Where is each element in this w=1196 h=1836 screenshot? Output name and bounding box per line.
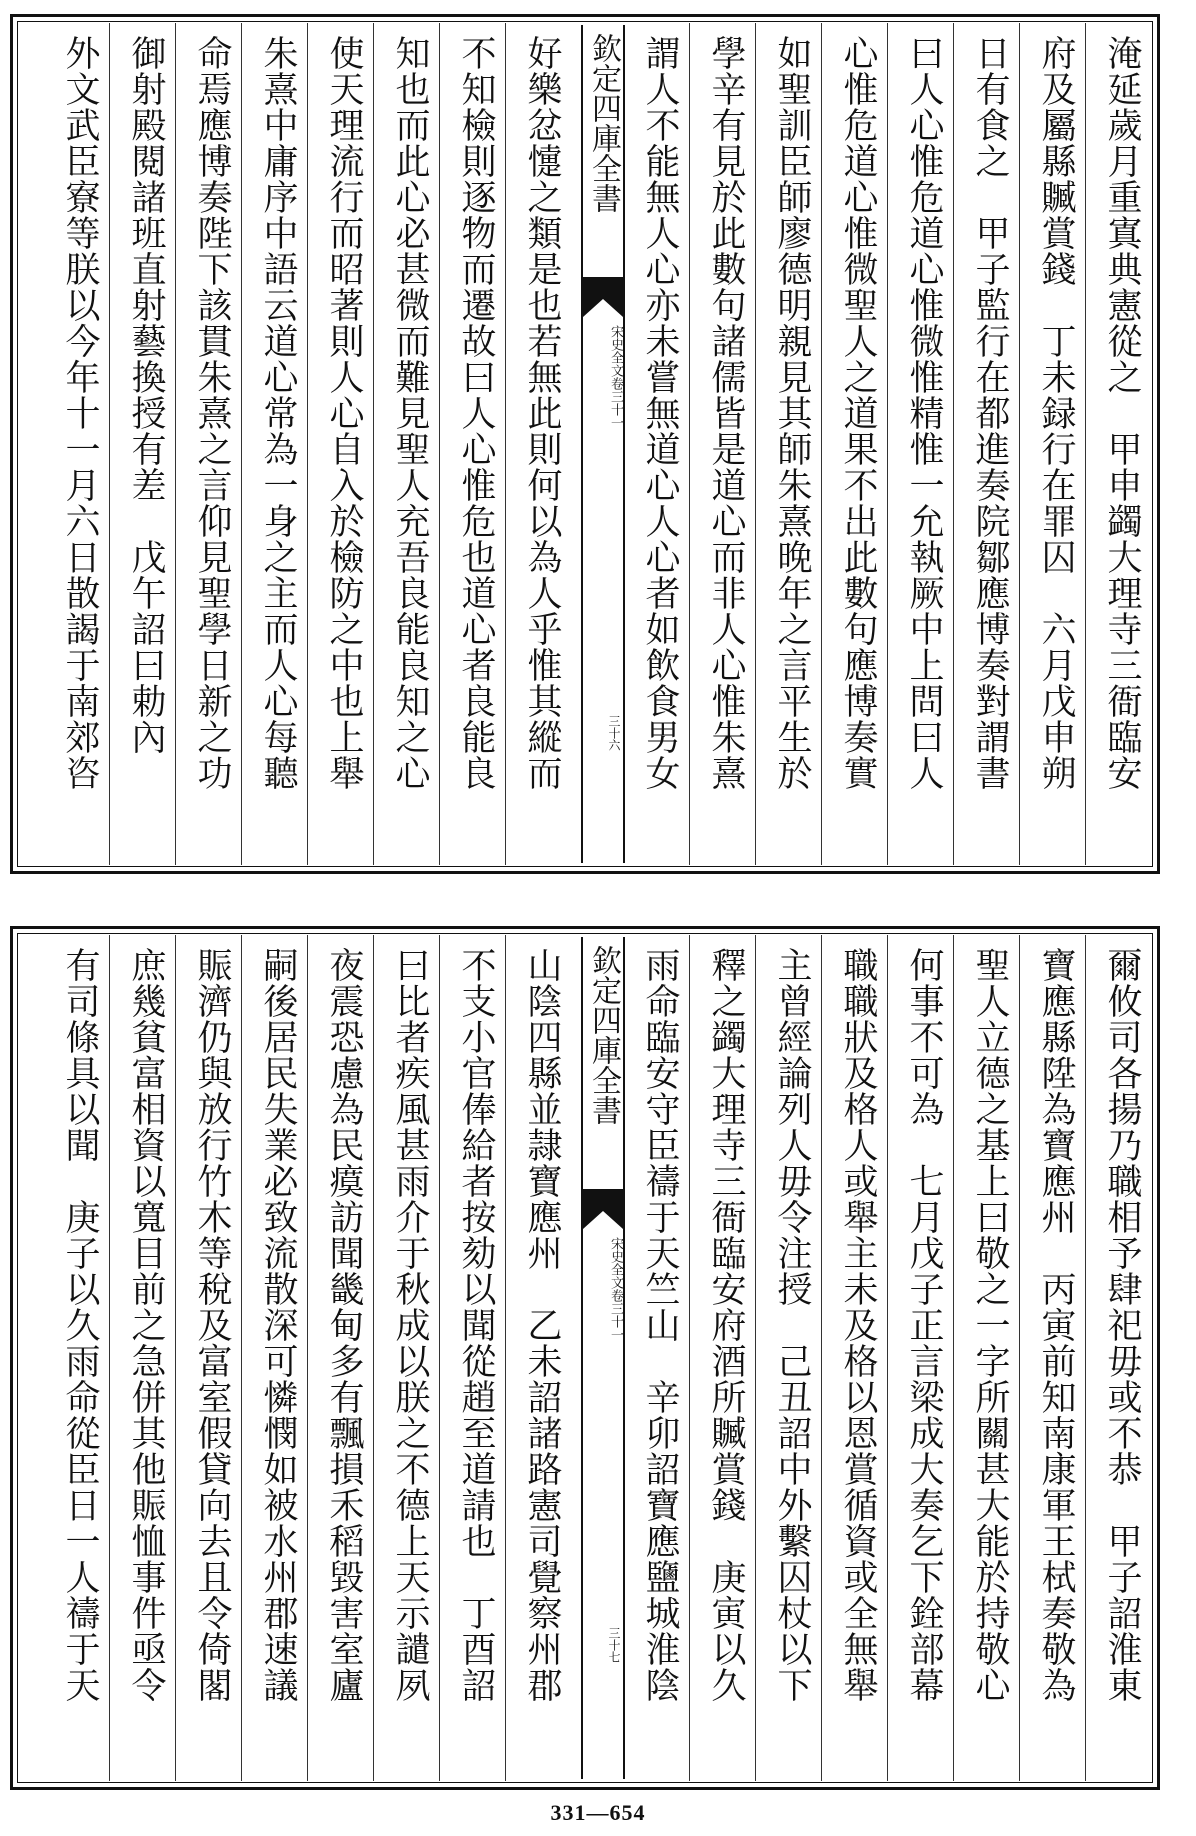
folio-number: 三十六: [607, 715, 621, 751]
text-column: 何事不可為 七月戊子正言梁成大奏乞下銓部幕: [904, 947, 944, 1703]
text-column: 謂人不能無人心亦未嘗無道心人心者如飲食男女: [640, 35, 680, 791]
text-column: 職職狀及格人或舉主未及格以恩賞循資或全無舉: [838, 947, 878, 1703]
column-rule: [241, 23, 242, 865]
text-column: 寶應縣陞為寶應州 丙寅前知南康軍王栻奏敬為: [1036, 947, 1076, 1703]
column-rule: [755, 23, 756, 865]
column-rule: [175, 935, 176, 1781]
column-rule: [887, 935, 888, 1781]
text-column: 山陰四縣並隷寶應州 乙未詔諸路憲司覺察州郡: [522, 947, 562, 1703]
column-rule: [439, 935, 440, 1781]
text-column: 雨命臨安守臣禱于天竺山 辛卯詔寶應鹽城淮陰: [640, 947, 680, 1703]
text-column: 不支小官俸給者按劾以聞從趙至道請也 丁酉詔: [456, 947, 496, 1703]
text-column: 釋之蠲大理寺三衙臨安府酒所贓賞錢 庚寅以久: [706, 947, 746, 1703]
text-column: 不知檢則逐物而遷故曰人心惟危也道心者良能良: [456, 35, 496, 791]
text-column: 御射殿閱諸班直射藝換授有差 戊午詔曰勅內: [126, 35, 166, 755]
column-rule: [373, 935, 374, 1781]
text-column: 好樂忿懥之類是也若無此則何以為人乎惟其縱而: [522, 35, 562, 791]
source-volume: 卷三十一: [608, 1289, 623, 1341]
source-title: 宋史全文: [608, 325, 623, 377]
text-column: 主曾經論列人毋令注授 己丑詔中外繫囚杖以下: [772, 947, 812, 1703]
text-column: 日有食之 甲子監行在都進奏院鄒應博奏對謂書: [970, 35, 1010, 791]
column-rule: [821, 23, 822, 865]
text-column: 庶幾貧富相資以寬目前之急併其他賑恤事件亟令: [126, 947, 166, 1703]
text-column: 聖人立德之基上曰敬之一字所關甚大能於持敬心: [970, 947, 1010, 1703]
volume-source: [583, 1237, 623, 1341]
text-column: 學辛有見於此數句諸儒皆是道心而非人心惟朱熹: [706, 35, 746, 791]
column-rule: [1019, 935, 1020, 1781]
column-rule: [505, 935, 506, 1781]
text-column: 曰比者疾風甚雨介于秋成以朕之不德上天示譴夙: [390, 947, 430, 1703]
text-column: 曰人心惟危道心惟微惟精惟一允執厥中上問曰人: [904, 35, 944, 791]
text-column: 外文武臣寮等朕以今年十一月六日㪚謁于南郊咨: [60, 35, 100, 791]
column-rule: [241, 935, 242, 1781]
source-volume: 卷三十一: [608, 377, 623, 429]
text-column: 賑濟仍與放行竹木等稅及富室假貸向去且令倚閣: [192, 947, 232, 1703]
center-spine: [581, 937, 625, 1779]
fish-tail-mark: [583, 277, 623, 317]
source-title: 宋史全文: [608, 1237, 623, 1289]
top-page-panel: [10, 14, 1160, 874]
folio-number: 三十七: [607, 1627, 621, 1663]
text-column: 府及屬縣贓賞錢 丁未録行在罪囚 六月戊申朔: [1036, 35, 1076, 791]
text-column: 爾攸司各揚乃職相予肆祀毋或不恭 甲子詔淮東: [1102, 947, 1142, 1703]
text-column: 夜震恐慮為民瘼訪聞畿甸多有飄損禾稻毀害室廬: [324, 947, 364, 1703]
column-rule: [755, 935, 756, 1781]
column-rule: [307, 935, 308, 1781]
book-title: 欽定四庫全書: [586, 945, 621, 1125]
column-rule: [373, 23, 374, 865]
column-rule: [307, 23, 308, 865]
center-spine: [581, 25, 625, 863]
column-rule: [821, 935, 822, 1781]
column-rule: [439, 23, 440, 865]
column-rule: [109, 23, 110, 865]
text-column: 使天理流行而昭著則人心自入於檢防之中也上舉: [324, 35, 364, 791]
book-title: 欽定四庫全書: [586, 33, 621, 213]
text-column: 嗣後居民失業必致流散深可憐憫如被水州郡速議: [258, 947, 298, 1703]
text-column: 淹延歲月重寘典憲從之 甲申蠲大理寺三衙臨安: [1102, 35, 1142, 791]
volume-source: [583, 325, 623, 429]
column-rule: [1085, 23, 1086, 865]
column-rule: [953, 935, 954, 1781]
text-column: 有司條具以聞 庚子以久雨命從臣日一人禱于天: [60, 947, 100, 1703]
text-column: 心惟危道心惟微聖人之道果不出此數句應博奏實: [838, 35, 878, 791]
column-rule: [109, 935, 110, 1781]
column-rule: [175, 23, 176, 865]
text-column: 如聖訓臣師廖德明親見其師朱熹晚年之言平生於: [772, 35, 812, 791]
column-rule: [953, 23, 954, 865]
column-rule: [689, 935, 690, 1781]
column-rule: [505, 23, 506, 865]
text-column: 朱熹中庸序中語云道心常為一身之主而人心每聽: [258, 35, 298, 791]
column-rule: [887, 23, 888, 865]
text-column: 命焉應博奏陛下該貫朱熹之言仰見聖學日新之功: [192, 35, 232, 791]
column-rule: [689, 23, 690, 865]
fish-tail-mark: [583, 1189, 623, 1229]
column-rule: [1085, 935, 1086, 1781]
text-column: 知也而此心必甚微而難見聖人充吾良能良知之心: [390, 35, 430, 791]
page-number: 331—654: [550, 1800, 646, 1825]
bottom-page-panel: [10, 926, 1160, 1790]
column-rule: [1019, 23, 1020, 865]
